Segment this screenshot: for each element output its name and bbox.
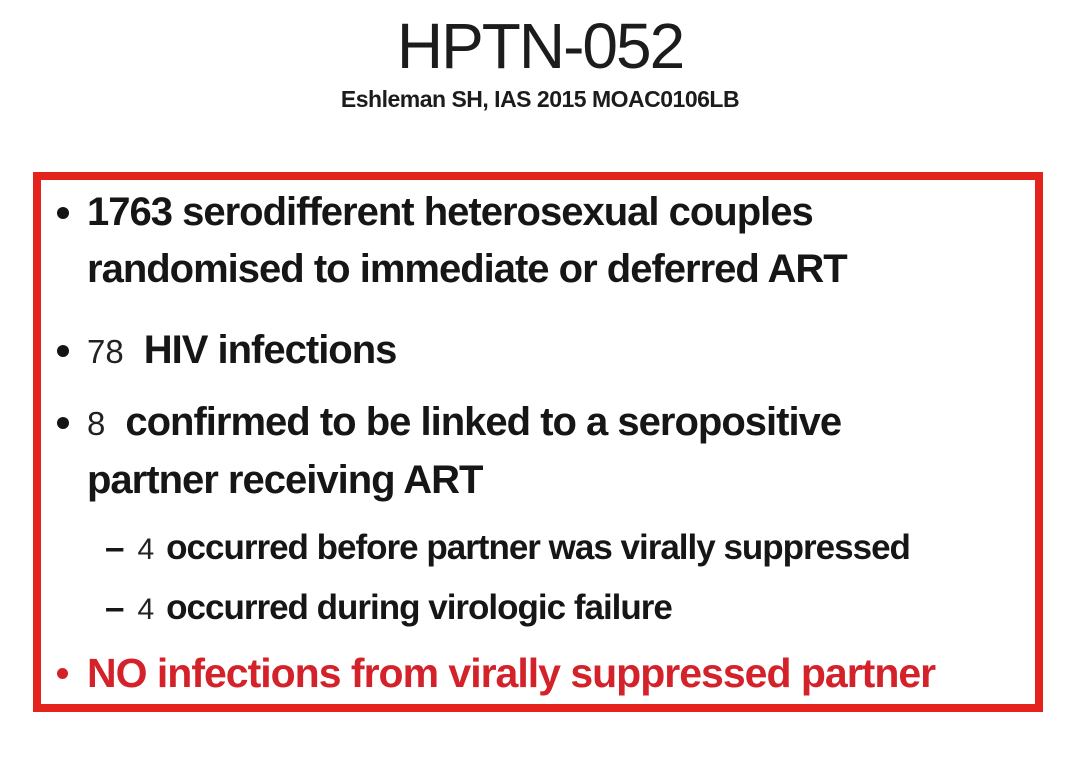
dash-marker: – xyxy=(105,528,124,567)
subbullet-virologic-failure xyxy=(41,582,1035,636)
bullet-marker xyxy=(57,644,87,679)
bullet-linked-text xyxy=(87,394,1035,509)
slide-subtitle: Eshleman SH, IAS 2015 MOAC0106LB xyxy=(340,85,740,112)
bullet-linked-line1 xyxy=(87,394,1035,452)
highlight-box xyxy=(33,172,1043,712)
subbullet-before-suppression xyxy=(41,522,1035,576)
bullet-infections-text xyxy=(87,322,1035,380)
dash-marker: – xyxy=(105,588,124,627)
infections-count: 78 xyxy=(87,333,124,370)
bullet-linked xyxy=(41,394,1035,509)
bullet-infections xyxy=(41,322,1035,380)
bullet-dot-icon xyxy=(57,417,69,429)
subbullet-before-text: occurred before partner was virally suppressed xyxy=(166,528,910,567)
bullet-linked-line2: partner receiving ART xyxy=(87,458,483,502)
before-suppression-count: 4 xyxy=(137,533,155,566)
bullet-couples-text xyxy=(87,184,1035,298)
slide-title: HPTN-052 xyxy=(396,10,684,82)
bullet-conclusion xyxy=(41,644,1035,702)
bullet-couples-line2: randomised to immediate or deferred ART xyxy=(87,247,847,291)
bullet-marker xyxy=(57,394,87,429)
bullet-marker xyxy=(57,184,87,219)
bullet-marker xyxy=(57,322,87,357)
bullet-couples xyxy=(41,184,1035,298)
linked-count: 8 xyxy=(87,405,106,442)
bullet-dot-icon xyxy=(57,345,69,357)
bullet-infections-label: HIV infections xyxy=(143,328,397,372)
bullet-dot-icon xyxy=(57,207,69,219)
bullet-conclusion-text: NO infections from virally suppressed partner xyxy=(87,650,936,696)
bullet-dot-red-icon xyxy=(57,668,68,679)
subbullet-failure-text: occurred during virologic failure xyxy=(166,588,672,627)
virologic-failure-count: 4 xyxy=(137,593,155,626)
bullet-linked-line1-text: confirmed to be linked to a seropositive xyxy=(125,400,842,444)
bullet-couples-line1: 1763 serodifferent heterosexual couples xyxy=(87,190,813,234)
